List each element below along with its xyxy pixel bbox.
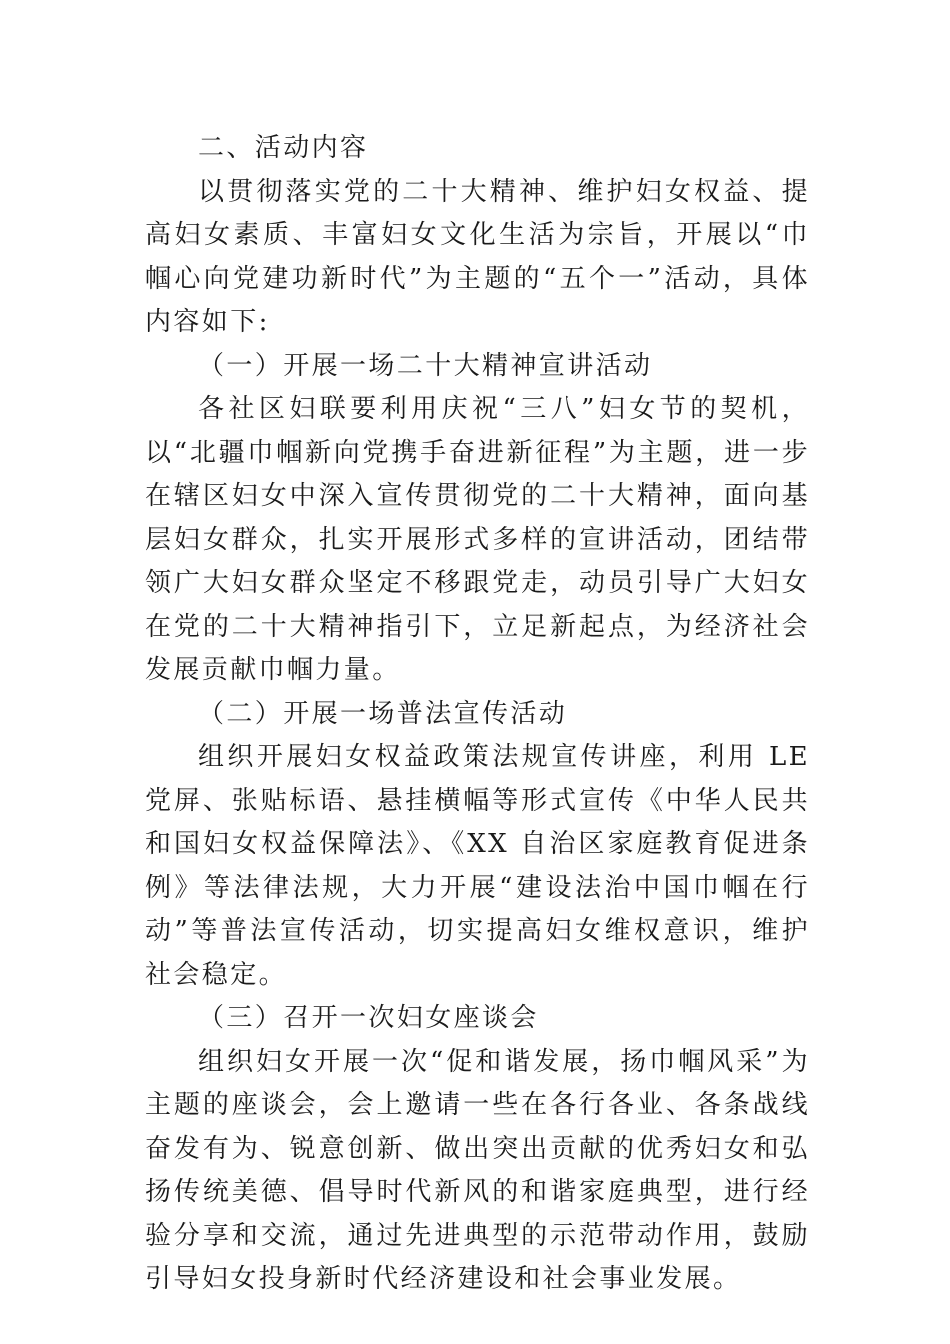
item-heading-3: （三）召开一次妇女座谈会 [198,1003,539,1033]
item-body-1: 各社区妇联要利用庆祝“三八”妇女节的契机，以“北疆巾帼新向党携手奋进新征程”为主题，进一步在辖区妇女中深入宣传贯彻党的二十大精神，面向基层妇女群众，扎实开展形式多样的宣讲活动，团结带领广大妇女群众坚定不移跟党走，动员引导广大妇女在党的二十大精神指引下，立足新起点，为经济社会发展贡献巾帼力量。 [145,394,810,685]
item-heading-2: （二）开展一场普法宣传活动 [198,698,568,729]
intro-paragraph: 以贯彻落实党的二十大精神、维护妇女权益、提高妇女素质、丰富妇女文化生活为宗旨，开展以“巾帼心向党建功新时代”为主题的“五个一”活动，具体内容如下: [145,176,810,337]
document-body [145,127,810,1302]
section-title: 二、活动内容 [198,133,369,163]
item-body-2: 组织开展妇女权益政策法规宣传讲座，利用 LE 党屏、张贴标语、悬挂横幅等形式宣传《中华人民共和国妇女权益保障法》、《XX 自治区家庭教育促进条例》等法律法规，大力开展“建设法治中国巾帼在行动”等普法宣传活动，切实提高妇女维权意识，维护社会稳定。 [145,742,810,990]
item-heading-1: （一）开展一场二十大精神宣讲活动 [198,350,653,381]
item-body-3: 组织妇女开展一次“促和谐发展，扬巾帼风采”为主题的座谈会，会上邀请一些在各行各业、各条战线奋发有为、锐意创新、做出突出贡献的优秀妇女和弘扬传统美德、倡导时代新风的和谐家庭典型，进行经验分享和交流，通过先进典型的示范带动作用，鼓励引导妇女投身新时代经济建设和社会事业发展。 [145,1046,810,1294]
